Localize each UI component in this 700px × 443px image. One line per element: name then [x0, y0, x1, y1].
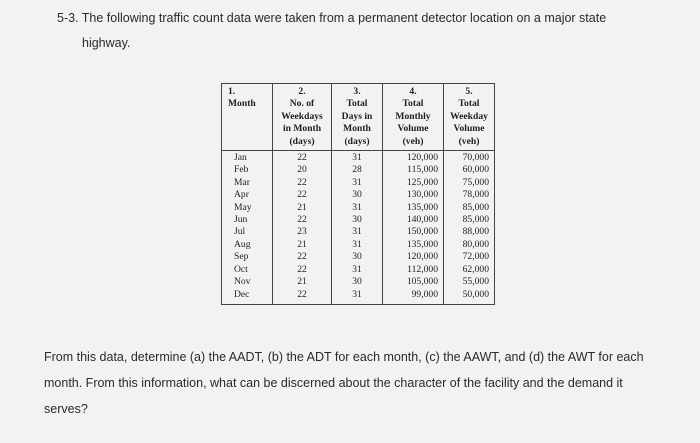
table-row — [222, 276, 495, 288]
cell-total-days: 30 — [332, 251, 383, 263]
table-header-row — [222, 84, 495, 151]
table-row — [222, 214, 495, 226]
table-row — [222, 239, 495, 251]
cell-weekday-volume: 60,000 — [444, 164, 495, 176]
header-weekday-volume: 5. Total Weekday Volume (veh) — [444, 84, 495, 151]
cell-total-days: 31 — [332, 226, 383, 238]
table-row — [222, 289, 495, 305]
table-row — [222, 202, 495, 214]
cell-weekday-volume: 55,000 — [444, 276, 495, 288]
cell-total-days: 28 — [332, 164, 383, 176]
cell-month: Mar — [222, 177, 273, 189]
problem-text-line2: highway. — [82, 36, 131, 50]
cell-month: May — [222, 202, 273, 214]
cell-total-days: 31 — [332, 264, 383, 276]
header-total-days: 3. Total Days in Month (days) — [332, 84, 383, 151]
cell-month: Feb — [222, 164, 273, 176]
cell-total-days: 31 — [332, 202, 383, 214]
cell-weekday-volume: 70,000 — [444, 151, 495, 165]
problem-number: 5-3. — [57, 11, 79, 25]
table-row — [222, 226, 495, 238]
cell-weekdays: 21 — [273, 202, 332, 214]
cell-weekdays: 23 — [273, 226, 332, 238]
cell-month: Apr — [222, 189, 273, 201]
cell-total-days: 30 — [332, 189, 383, 201]
cell-monthly-volume: 140,000 — [383, 214, 444, 226]
cell-weekday-volume: 85,000 — [444, 214, 495, 226]
cell-weekday-volume: 78,000 — [444, 189, 495, 201]
cell-monthly-volume: 135,000 — [383, 239, 444, 251]
cell-monthly-volume: 150,000 — [383, 226, 444, 238]
cell-month: Jun — [222, 214, 273, 226]
table-row — [222, 177, 495, 189]
cell-weekdays: 22 — [273, 289, 332, 305]
cell-monthly-volume: 130,000 — [383, 189, 444, 201]
table-row — [222, 264, 495, 276]
cell-weekdays: 22 — [273, 214, 332, 226]
cell-total-days: 30 — [332, 276, 383, 288]
cell-monthly-volume: 135,000 — [383, 202, 444, 214]
cell-weekday-volume: 62,000 — [444, 264, 495, 276]
cell-weekdays: 21 — [273, 239, 332, 251]
cell-monthly-volume: 120,000 — [383, 251, 444, 263]
header-weekdays-in-month: 2. No. of Weekdays in Month (days) — [273, 84, 332, 151]
cell-monthly-volume: 112,000 — [383, 264, 444, 276]
table-row — [222, 164, 495, 176]
cell-monthly-volume: 125,000 — [383, 177, 444, 189]
table-row — [222, 151, 495, 165]
cell-weekdays: 20 — [273, 164, 332, 176]
cell-month: Aug — [222, 239, 273, 251]
cell-weekday-volume: 85,000 — [444, 202, 495, 214]
cell-monthly-volume: 99,000 — [383, 289, 444, 305]
header-month: 1. Month — [222, 84, 273, 151]
cell-month: Nov — [222, 276, 273, 288]
cell-month: Oct — [222, 264, 273, 276]
cell-weekdays: 22 — [273, 151, 332, 165]
cell-total-days: 31 — [332, 177, 383, 189]
header-monthly-volume: 4. Total Monthly Volume (veh) — [383, 84, 444, 151]
table-row — [222, 189, 495, 201]
cell-weekday-volume: 88,000 — [444, 226, 495, 238]
cell-weekday-volume: 72,000 — [444, 251, 495, 263]
cell-weekdays: 22 — [273, 264, 332, 276]
cell-total-days: 31 — [332, 289, 383, 305]
problem-text-line1: The following traffic count data were taken from a permanent detector location on a major state — [81, 11, 607, 25]
cell-monthly-volume: 115,000 — [383, 164, 444, 176]
question-text: From this data, determine (a) the AADT, (b) the ADT for each month, (c) the AAWT, and (d) the AWT for each month. From this information, what can be discerned about the character of the facility and the demand it serves? — [44, 350, 644, 416]
cell-weekdays: 22 — [273, 189, 332, 201]
cell-total-days: 30 — [332, 214, 383, 226]
cell-total-days: 31 — [332, 239, 383, 251]
problem-statement — [57, 9, 606, 52]
cell-weekdays: 21 — [273, 276, 332, 288]
cell-month: Sep — [222, 251, 273, 263]
traffic-count-table — [221, 83, 495, 305]
cell-monthly-volume: 105,000 — [383, 276, 444, 288]
cell-total-days: 31 — [332, 151, 383, 165]
cell-month: Dec — [222, 289, 273, 305]
cell-month: Jul — [222, 226, 273, 238]
cell-monthly-volume: 120,000 — [383, 151, 444, 165]
cell-weekday-volume: 50,000 — [444, 289, 495, 305]
cell-weekday-volume: 80,000 — [444, 239, 495, 251]
cell-weekdays: 22 — [273, 177, 332, 189]
cell-month: Jan — [222, 151, 273, 165]
table-row — [222, 251, 495, 263]
cell-weekdays: 22 — [273, 251, 332, 263]
cell-weekday-volume: 75,000 — [444, 177, 495, 189]
